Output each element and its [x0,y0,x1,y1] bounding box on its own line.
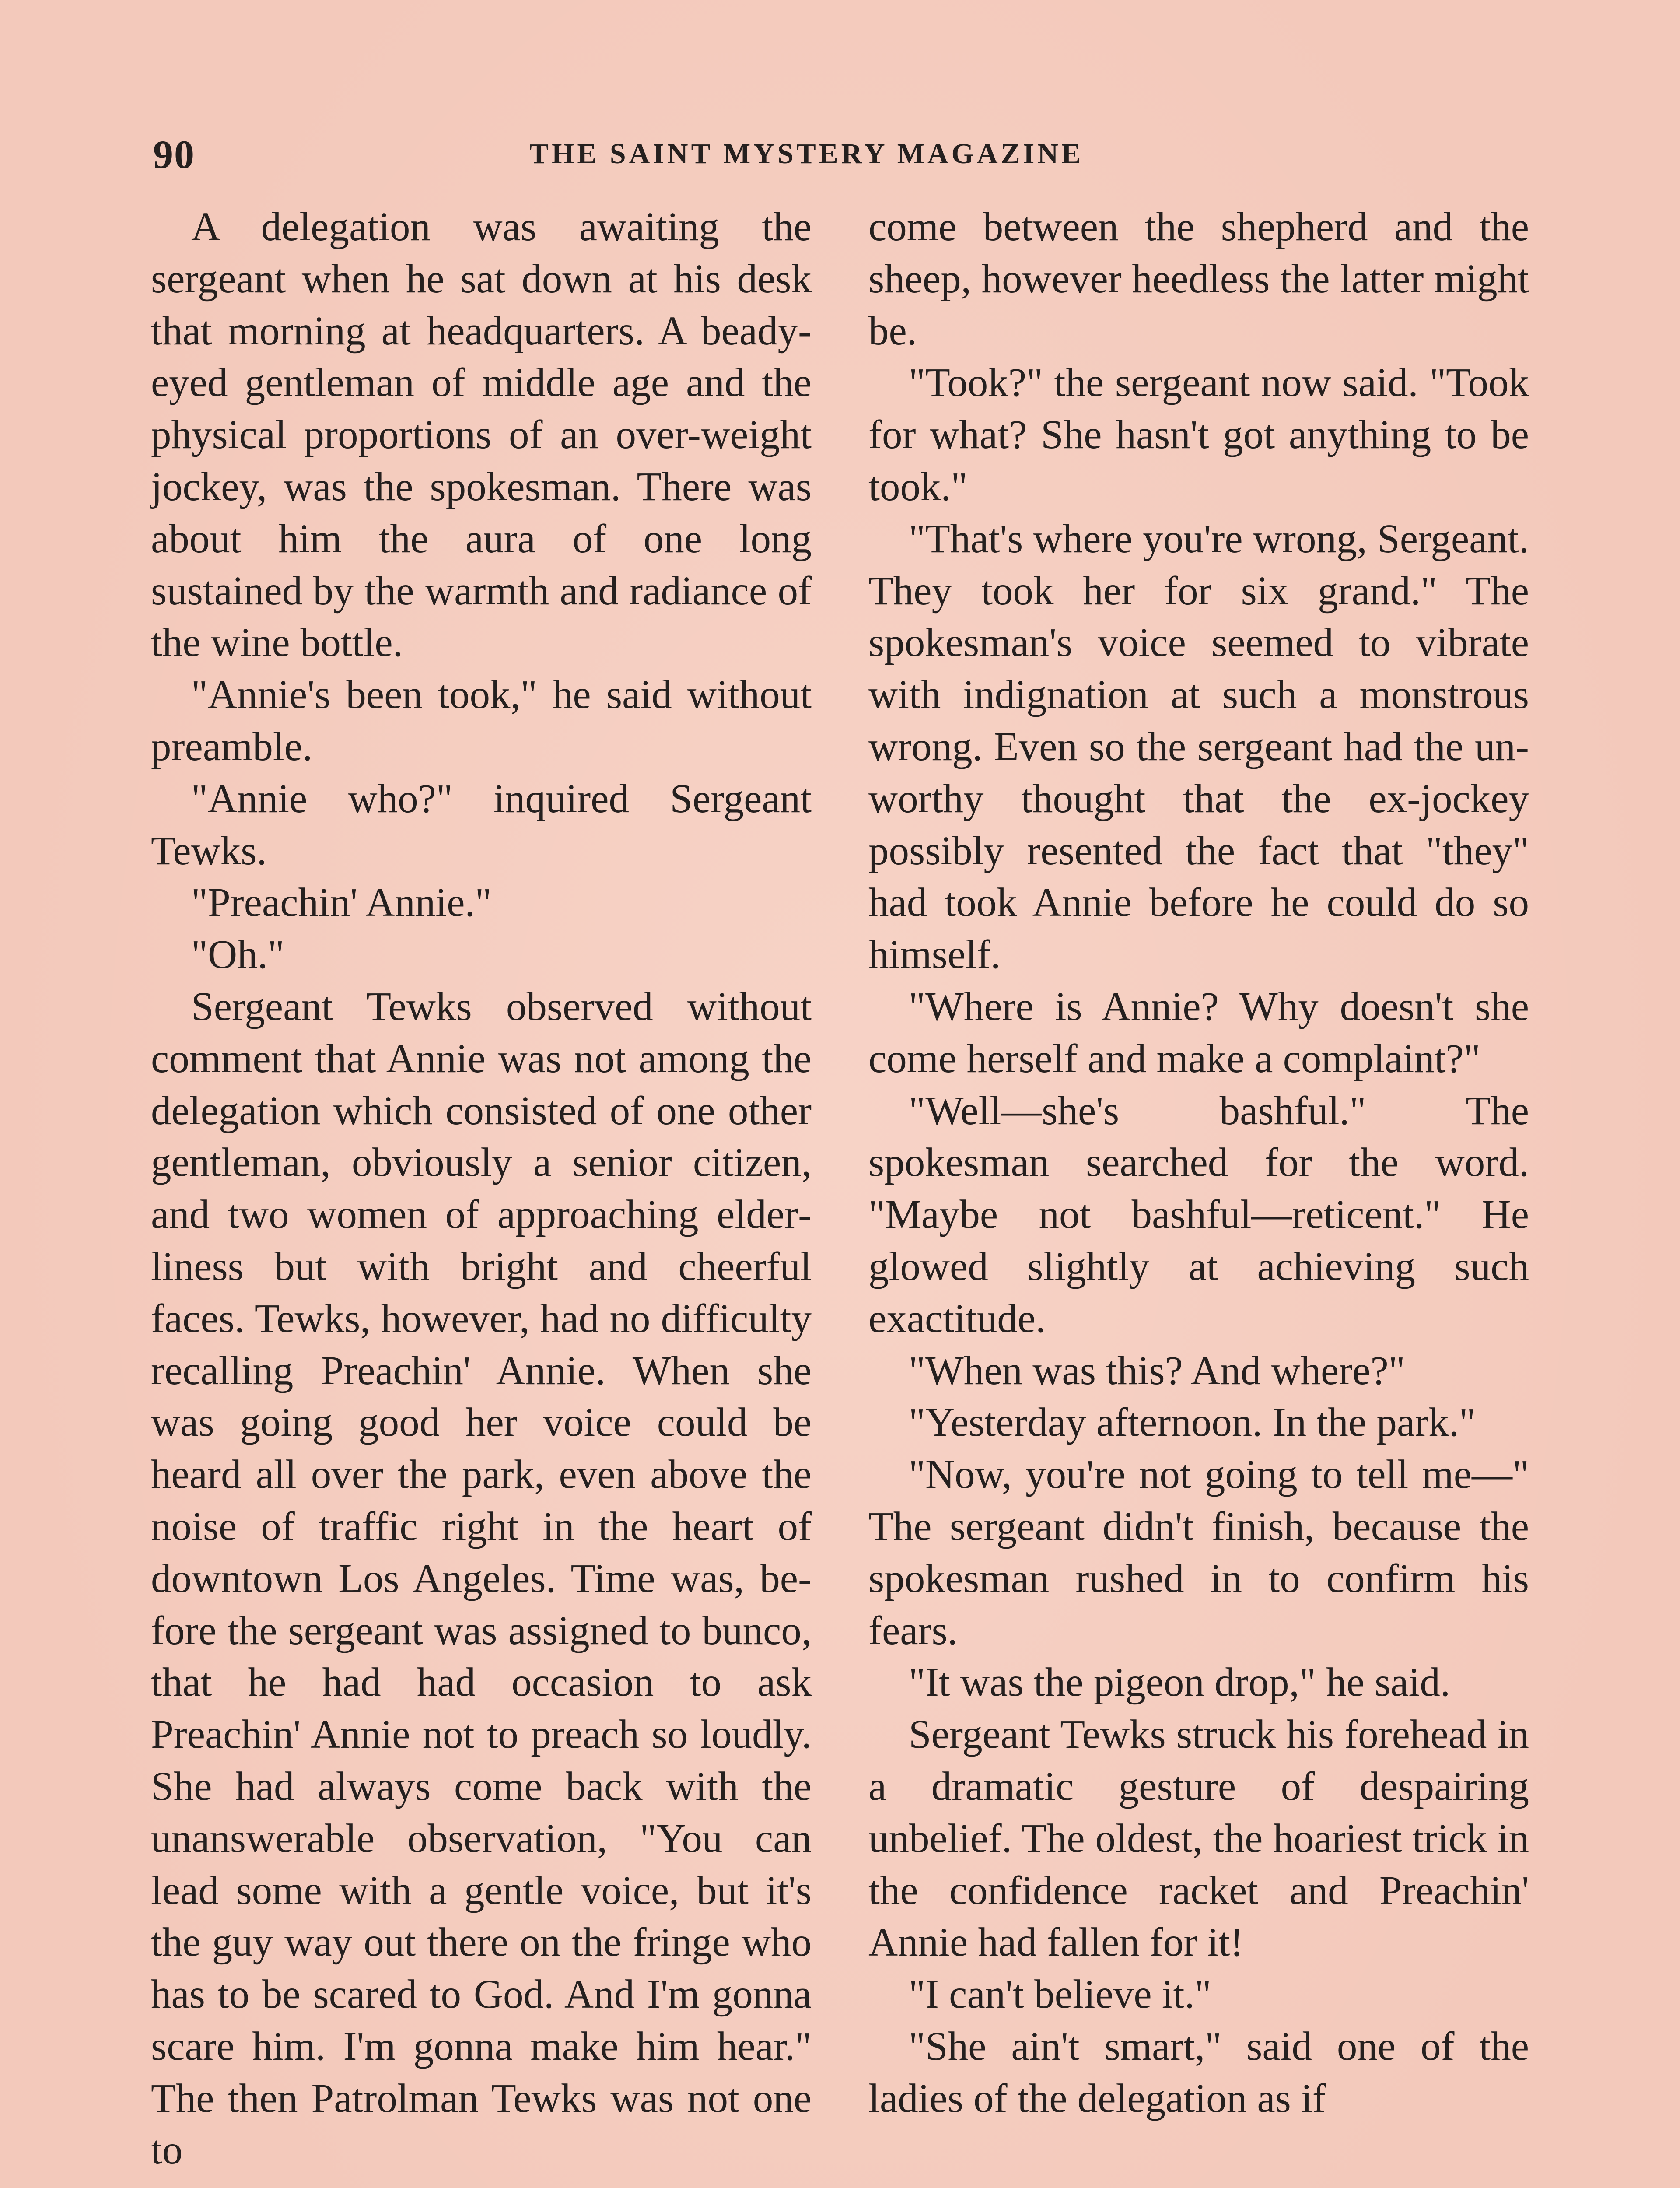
paragraph: "I can't believe it." [909,1972,1211,2017]
paragraph: Sergeant Tewks observed without comment that Annie was not among the delegation which consisted of one other gentleman, obviously a senior citizen, and two women of approaching elderliness but with bright and cheerful faces. Tewks, however, had no difficulty recalling Preachin' Annie. When she was going good her voice could be heard all over the park, even above the noise of traffic right in the heart of downtown Los Angeles. Time was, before the sergeant was assigned to bunco, that he had had occasion to ask Preachin' Annie not to preach so loudly. She had always come back with the unanswerable observation, "You can lead some with a gentle voice, but it's the guy way out there on the fringe who has to be scared to God. And I'm gonna scare him. I'm gonna make him hear." The then Patrolman Tewks was not one to [151,984,812,2173]
paragraph: "Annie who?" inquired Sergeant Tewks. [151,776,812,873]
paragraph: "It was the pigeon drop," he said. [909,1660,1451,1705]
paragraph: A delegation was awaiting the sergeant when he sat down at his desk that morning at headquarters. A beady-eyed gentleman of middle age and the physical proportions of an over-weight jockey, was the spokesman. There was about him the aura of one long sustained by the warmth and radiance of the wine bottle. [151,204,812,666]
paragraph: "Took?" the sergeant now said. "Took for what? She hasn't got anything to be took." [868,360,1529,509]
paragraph: "Now, you're not going to tell me—" The sergeant didn't finish, because the spokesman rushed in to confirm his fears. [868,1452,1529,1653]
paragraph: "Preachin' Annie." [191,880,492,926]
paragraph: come between the shepherd and the sheep, however heedless the latter might be. [868,204,1529,354]
left-column [151,201,812,2177]
paragraph: "Well—she's bashful." The spokesman searched for the word. "Maybe not bashful—reticent." He glowed slightly at achieving such exactitude. [868,1088,1529,1341]
page-header [153,131,1544,188]
paragraph: "Where is Annie? Why doesn't she come herself and make a complaint?" [868,984,1529,1081]
running-head: THE SAINT MYSTERY MAGAZINE [529,138,1084,170]
paragraph: "She ain't smart," said one of the ladies of the delegation as if [868,2023,1529,2121]
paragraph: "Oh." [191,932,284,978]
paragraph: "Yesterday afternoon. In the park." [909,1400,1476,1445]
paragraph: Sergeant Tewks struck his forehead in a dramatic gesture of despairing unbelief. The oldest, the hoariest trick in the confidence racket and Preachin' Annie had fallen for it! [868,1712,1529,1965]
paragraph: "That's where you're wrong, Sergeant. They took her for six grand." The spokesman's voice seemed to vibrate with indignation at such a monstrous wrong. Even so the sergeant had the unworthy thought that the ex-jockey possibly resented the fact that "they" had took Annie before he could do so himself. [868,516,1529,978]
paragraph: "When was this? And where?" [909,1348,1405,1393]
paragraph: "Annie's been took," he said without preamble. [151,672,812,769]
page-number: 90 [153,132,195,177]
right-column [868,201,1529,2125]
